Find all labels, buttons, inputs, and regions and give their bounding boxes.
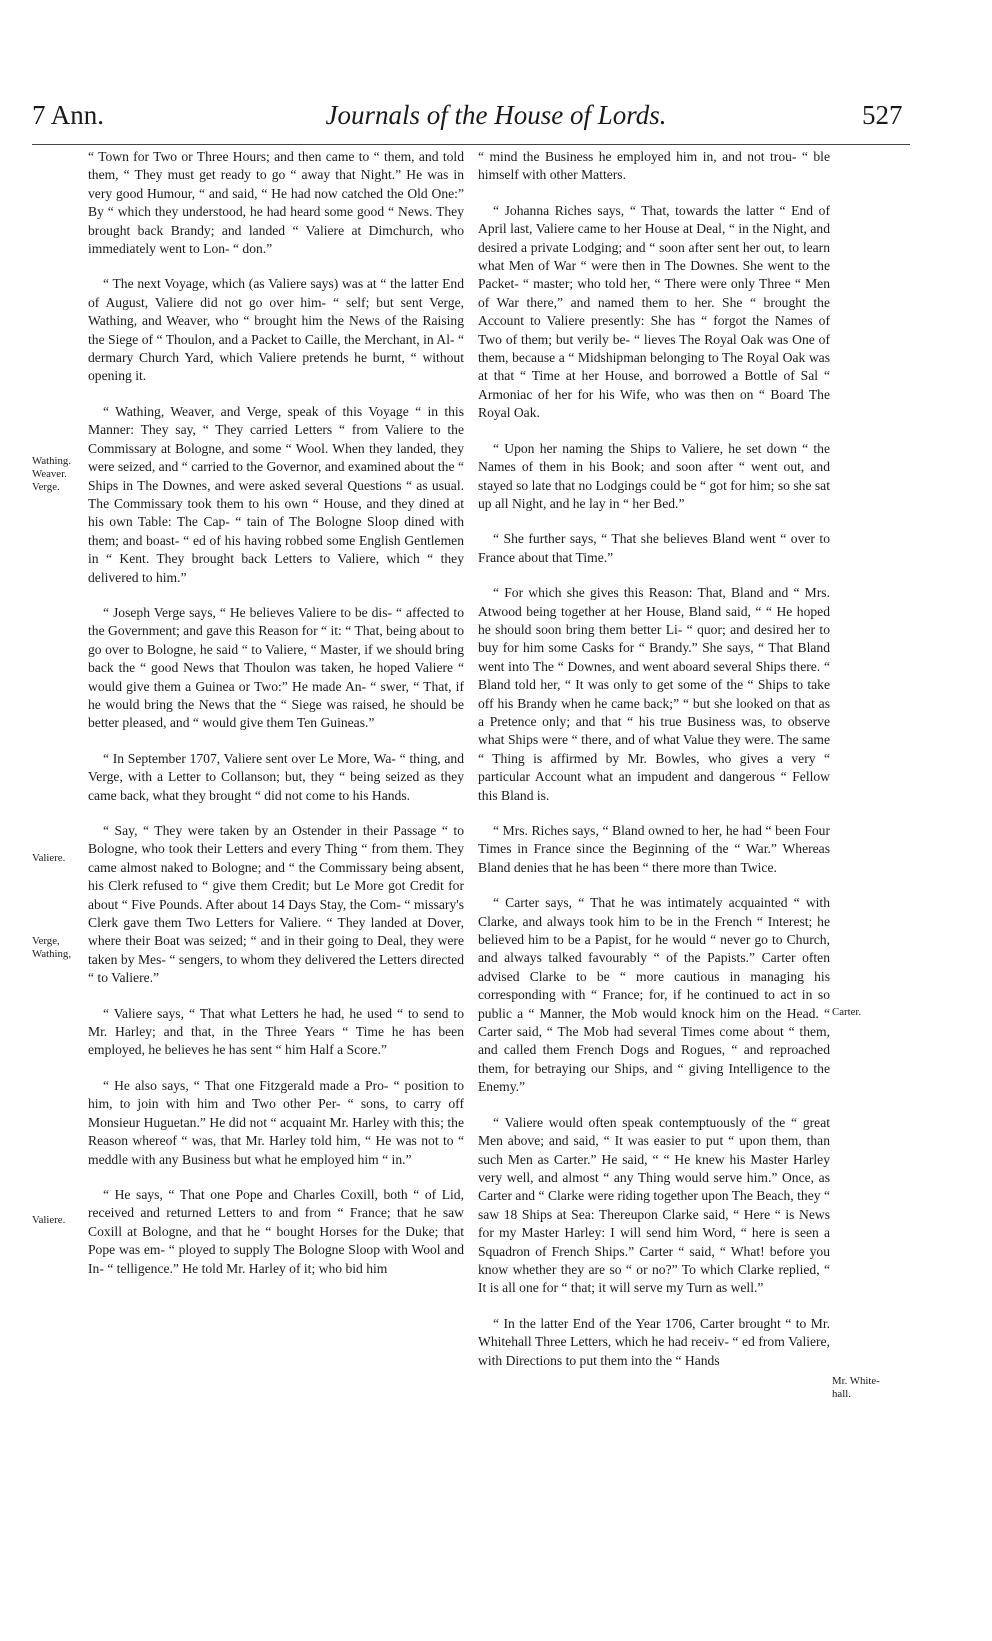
- header-rule: [32, 144, 910, 145]
- paragraph: “ Valiere would often speak contemptuously of the “ great Men above; and said, “ It was easier to put “ upon them, than such Men as Carter.” He said, “ “ He knew his Master Harley very well, and almost “ any Thing would serve him.” Once, as Carter and “ Clarke were riding together upon The Beach, they “ saw 18 Ships at Sea: Thereupon Clarke said, “ Here “ is News for my Master Harley: I will send him Word, “ here is seen a Squadron of French Ships.” Carter “ said, “ What! before you know whether they are so “ or no?” To which Clarke replied, “ It is all one for “ that; it will serve my Turn as well.”: [478, 1114, 830, 1296]
- paragraph: “ Say, “ They were taken by an Ostender in their Passage “ to Bologne, who took their Letters and every Thing “ from them. They came almost naked to Bologne; and “ the Commissary being absent, his Clerk refused to “ give them Credit; but Le More got Credit for about “ Five Pounds. After about 14 Days Stay, the Com- “ missary's Clerk gave them Two Letters for Valiere. “ They landed at Dover, where their Boat was seized; “ and in their going to Deal, they were taken by Mes- “ sengers, to whom they delivered the Letters directed “ to Valiere.”: [88, 823, 464, 986]
- margin-note-wathing-weaver-verge: Wathing. Weaver. Verge.: [32, 455, 72, 493]
- header-regnal-year: 7 Ann.: [32, 100, 105, 130]
- paragraph: “ In the latter End of the Year 1706, Carter brought “ to Mr. Whitehall Three Letters, which he had receiv- “ ed from Valiere, with Directions to put them into the “ Hands: [478, 1315, 830, 1368]
- paragraph: “ Johanna Riches says, “ That, towards the latter “ End of April last, Valiere came to her House at Deal, “ in the Night, and desired a private Lodging; and “ soon after sent her out, to learn what Men of War “ were then in The Downes. She went to the Packet- “ master; who told her, “ There were only Three “ Men of War there,” and named them to her. She “ brought the Account to Valiere presently: She has “ forgot the Names of Two of them; but verily be- “ lieves The Royal Oak was One of them, because a “ Midshipman belonging to The Royal Oak was at that “ Time at her House, and borrowed a Bottle of Sal “ Armoniac of her for his Wife, who was then on “ Board The Royal Oak.: [478, 202, 830, 421]
- right-column: [478, 148, 830, 1387]
- paragraph: “ Valiere says, “ That what Letters he had, he used “ to send to Mr. Harley; and that, in the Three Years “ Time he has been employed, he believes he has sent “ him Half a Score.”: [88, 1005, 464, 1058]
- paragraph: “ He says, “ That one Pope and Charles Coxill, both “ of Lid, received and returned Letters to and from “ France; that he saw Coxill at Bologne, and that he “ bought Horses for the Duke; that Pope was em- “ ployed to supply The Bologne Sloop with Wool and In- “ telligence.” He told Mr. Harley of it; who bid him: [88, 1186, 464, 1276]
- paragraph: “ Joseph Verge says, “ He believes Valiere to be dis- “ affected to the Government; and gave this Reason for “ it: “ That, being about to go over to Bologne, he said “ to Valiere, “ Master, if we should bring back the “ good News that Thoulon was taken, he hoped Valiere “ would give them a Guinea or Two:” He made An- “ swer, “ That, if he would bring the News that the “ Siege was raised, he should be better pleased, and “ would give them Ten Guineas.”: [88, 604, 464, 731]
- left-column: [88, 148, 464, 1295]
- paragraph: “ mind the Business he employed him in, and not trou- “ ble himself with other Matters.: [478, 149, 830, 183]
- paragraph: “ In September 1707, Valiere sent over Le More, Wa- “ thing, and Verge, with a Letter to Collanson; but, they “ being seized as they came back, what they brought “ did not come to his Hands.: [88, 750, 464, 803]
- paragraph: “ Mrs. Riches says, “ Bland owned to her, he had “ been Four Times in France since the Beginning of the “ War.” Whereas Bland denies that he has been “ there more than Twice.: [478, 823, 830, 875]
- margin-note-verge-wathing: Verge, Wathing,: [32, 935, 72, 960]
- margin-note-valiere: Valiere.: [32, 852, 66, 864]
- paragraph: “ She further says, “ That she believes Bland went “ over to France about that Time.”: [478, 531, 830, 565]
- margin-note-mr-whitehall: Mr. White- hall.: [832, 1375, 880, 1400]
- paragraph: “ Town for Two or Three Hours; and then came to “ them, and told them, “ They must get ready to go “ away that Night.” He was in very good Humour, “ and said, “ He had now catched the Old One:” By “ which they understood, he had heard some good “ News. They brought back Brandy; and landed “ Valiere at Dimchurch, who immediately went to Lon- “ don.”: [88, 149, 464, 257]
- paragraph: “ Wathing, Weaver, and Verge, speak of this Voyage “ in this Manner: They say, “ They carried Letters “ from Valiere to the Commissary at Bologne, and some “ Wool. When they landed, they were seized, and “ carried to the Governor, and examined about the “ Ships in The Downes, and were asked several Questions “ as usual. The Commissary took them to his own “ House, and they dined at his own Table: The Cap- “ tain of The Bologne Sloop dined with them; and boast- “ ed of his having robbed some English Gentlemen in “ Kent. They brought back Letters to Valiere, which “ they delivered to him.”: [88, 403, 464, 585]
- margin-note-valiere: Valiere.: [32, 1214, 66, 1226]
- paragraph: “ Carter says, “ That he was intimately acquainted “ with Clarke, and always took him to be in the French “ Interest; he believed him to be a Papist, for he would “ never go to Church, and always talked favourably “ of the Papists.” Carter often advised Clarke to be “ more cautious in managing his corresponding with “ France; for, if he continued to act in so public a “ Manner, the Mob would knock him on the Head. “ Carter said, “ The Mob had several Times come about “ them, and called them French Dogs and Rogues, “ and reproached them, for betraying our Ships, and “ giving Intelligence to the Enemy.”: [478, 895, 830, 1095]
- paragraph: “ For which she gives this Reason: That, Bland and “ Mrs. Atwood being together at her House, Bland said, “ “ He hoped he should soon bring them better Li- “ quor; and desired her to buy for him some Casks for “ Brandy.” She says, “ That Bland went into The “ Downes, and went aboard several Ships there. “ Bland told her, “ It was only to get some of the “ Ships to take off his Brandy when he came back;” “ but she looked on that as a Pretence only; and that “ his true Business was, to observe what Ships were “ there, and of what Value they were. The same “ Thing is affirmed by Mr. Bowles, who gives a very “ particular Account what an impudent and dangerous “ Fellow this Bland is.: [478, 585, 830, 803]
- paragraph: “ The next Voyage, which (as Valiere says) was at “ the latter End of August, Valiere did not go over him- “ self; but sent Verge, Wathing, and Weaver, who “ brought him the News of the Raising the Siege of “ Thoulon, and a Packet to Caille, the Merchant, in Al- “ dermary Church Yard, which Valiere pretends he burnt, “ without opening it.: [88, 276, 464, 384]
- margin-note-carter: Carter.: [832, 1006, 862, 1018]
- header-title: Journals of the House of Lords.: [325, 100, 667, 130]
- paragraph: “ Upon her naming the Ships to Valiere, he set down “ the Names of them in his Book; and soon after “ went out, and stayed so late that no Lodgings could be “ got for him; so she sat up all Night, and he lay in “ her Bed.”: [478, 440, 830, 511]
- paragraph: “ He also says, “ That one Fitzgerald made a Pro- “ position to him, to join with him and Two other Per- “ sons, to carry off Monsieur Huguetan.” He did not “ acquaint Mr. Harley with this; the Reason whereof “ was, that Mr. Harley told him, “ He was not to “ meddle with any Business but what he employed him “ in.”: [88, 1077, 464, 1167]
- header-page-number: 527: [862, 100, 903, 130]
